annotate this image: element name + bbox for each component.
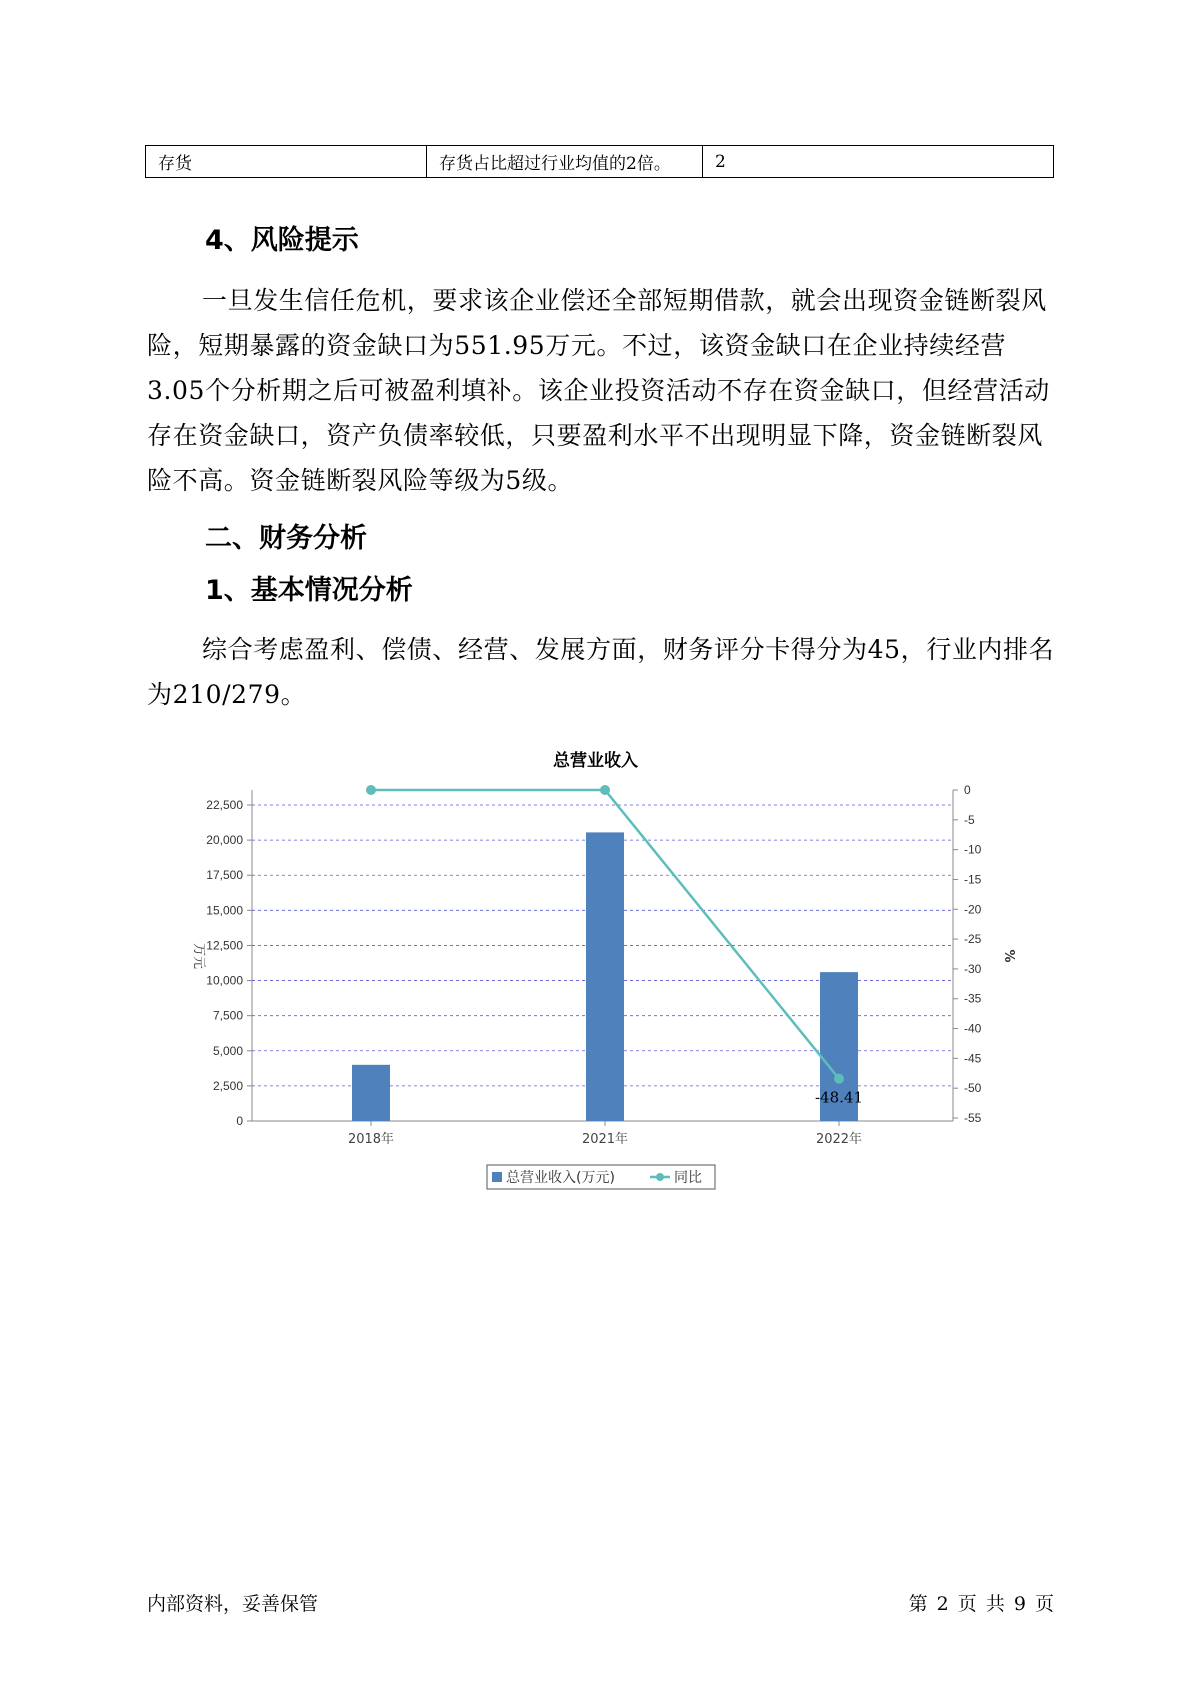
bar-2021年 xyxy=(586,832,624,1121)
right-tick-label: -50 xyxy=(964,1081,982,1096)
left-tick-label: 2,500 xyxy=(212,1078,243,1093)
right-tick-label: -30 xyxy=(964,961,982,976)
left-tick-label: 12,500 xyxy=(206,938,243,953)
table-cell-description: 存货占比超过行业均值的2倍。 xyxy=(427,146,703,178)
bar-2018年 xyxy=(352,1065,390,1121)
basic-analysis-paragraph: 综合考虑盈利、偿债、经营、发展方面，财务评分卡得分为45，行业内排名为210/279。 xyxy=(147,635,1055,709)
left-tick-label: 22,500 xyxy=(206,798,243,812)
right-tick-label: -10 xyxy=(964,842,982,857)
left-tick-label: 15,000 xyxy=(206,903,243,918)
yoy-point-2021年 xyxy=(600,785,610,795)
chart-title: 总营业收入 xyxy=(553,751,638,771)
left-tick-label: 0 xyxy=(236,1114,243,1128)
left-tick-label: 10,000 xyxy=(206,973,243,988)
right-tick-label: -25 xyxy=(964,932,982,947)
left-tick-label: 5,000 xyxy=(212,1043,243,1058)
finance-heading: 二、财务分析 xyxy=(205,523,367,554)
left-axis-title: 万元 xyxy=(191,942,206,970)
yoy-point-2022年 xyxy=(834,1074,844,1084)
right-tick-label: -5 xyxy=(964,812,975,827)
footer-page-number: 第 2 页 共 9 页 xyxy=(908,1593,1054,1615)
legend-line-marker xyxy=(656,1173,664,1181)
left-tick-label: 7,500 xyxy=(212,1008,243,1023)
legend-line-label: 同比 xyxy=(674,1170,702,1186)
yoy-point-2018年 xyxy=(366,785,376,795)
footer-confidential: 内部资料，妥善保管 xyxy=(147,1593,319,1615)
basic-analysis-heading: 1、基本情况分析 xyxy=(205,575,413,606)
legend-bar-swatch xyxy=(492,1172,502,1182)
legend-bar-label: 总营业收入(万元) xyxy=(506,1170,615,1186)
right-tick-label: -20 xyxy=(964,902,982,917)
right-tick-label: 0 xyxy=(964,783,971,797)
table-cell-value: 2 xyxy=(703,146,1054,178)
right-tick-label: -40 xyxy=(964,1021,982,1036)
right-axis-title: % xyxy=(1001,949,1016,963)
left-tick-label: 17,500 xyxy=(206,868,243,883)
table-cell-item: 存货 xyxy=(146,146,427,178)
risk-heading: 4、风险提示 xyxy=(205,225,359,256)
right-tick-label: -45 xyxy=(964,1051,982,1066)
yoy-data-label: -48.41 xyxy=(814,1088,864,1107)
x-tick-label: 2021年 xyxy=(581,1132,629,1147)
right-tick-label: -15 xyxy=(964,872,982,887)
risk-paragraph: 一旦发生信任危机，要求该企业偿还全部短期借款，就会出现资金链断裂风险，短期暴露的资金缺口为551.95万元。不过，该资金缺口在企业持续经营 3.05个分析期之后可被盈利填补。该企业投资活动不存在资金缺口，但经营活动存在资金缺口，资产负债率较低，只要盈利水平不出现明显下降，资金链断裂风险不高。资金链断裂风险等级为5级。 xyxy=(147,286,1050,495)
right-tick-label: -35 xyxy=(964,991,982,1006)
left-tick-label: 20,000 xyxy=(206,833,243,848)
x-tick-label: 2018年 xyxy=(347,1132,395,1147)
x-tick-label: 2022年 xyxy=(815,1132,863,1147)
right-tick-label: -55 xyxy=(964,1111,982,1125)
